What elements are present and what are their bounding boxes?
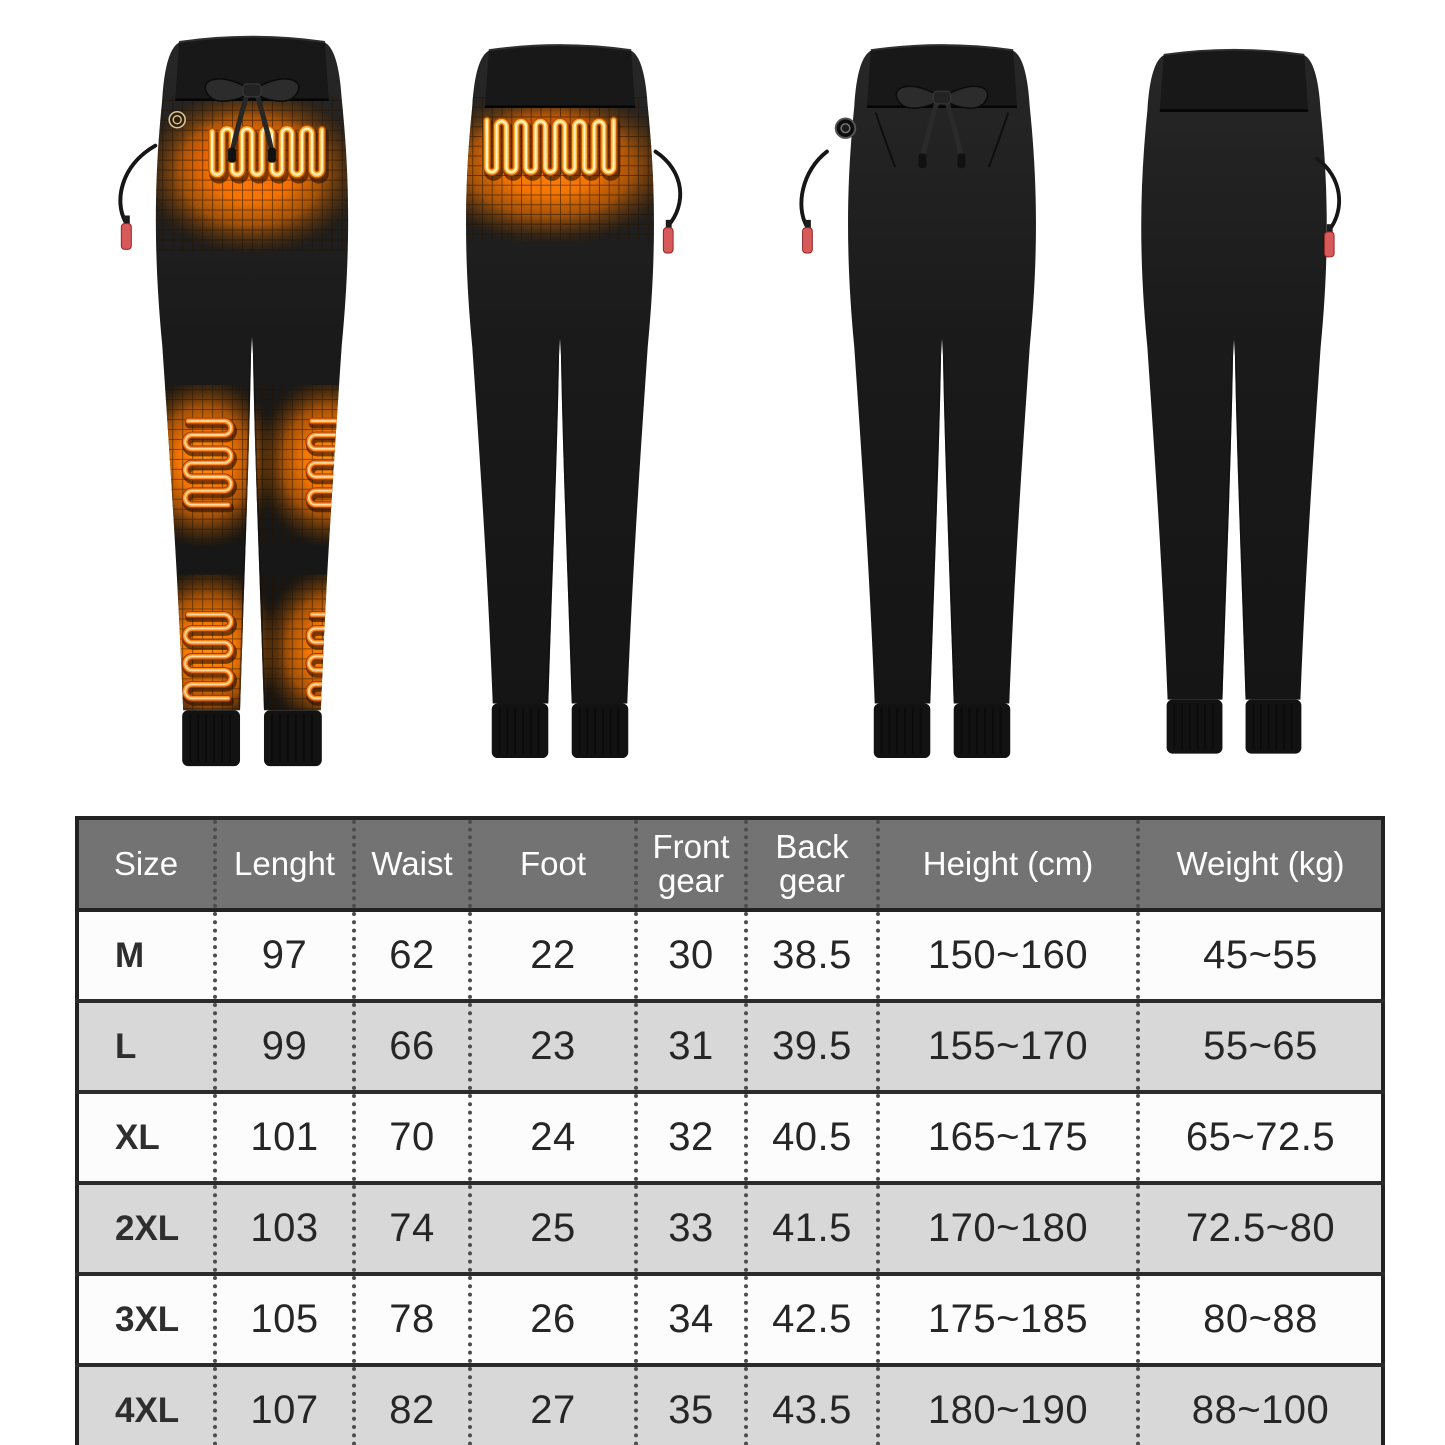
size-label: 4XL (115, 1390, 180, 1430)
size-label: XL (115, 1117, 160, 1157)
value-cell: 97 (215, 910, 354, 1001)
heating-coil-right-shin (309, 614, 356, 701)
heating-coil-right-knee (309, 421, 356, 508)
value-cell: 66 (354, 1001, 470, 1092)
value-cell: 41.5 (746, 1183, 878, 1274)
size-row-xl (77, 1092, 1383, 1183)
value-cell: 103 (215, 1183, 354, 1274)
power-cable (120, 146, 155, 250)
value-cell: 78 (354, 1274, 470, 1365)
column-header-front-gear: Front gear (636, 818, 746, 910)
heating-zone-right-shin (266, 575, 402, 731)
size-label: M (115, 935, 145, 975)
heating-coil-seat (487, 120, 616, 176)
value-cell: 170~180 (878, 1183, 1138, 1274)
value-cell: 25 (470, 1183, 636, 1274)
column-header-back-gear: Back gear (746, 818, 878, 910)
value-cell: 62 (354, 910, 470, 1001)
value-cell: 40.5 (746, 1092, 878, 1183)
size-label: L (115, 1026, 137, 1066)
header-row (77, 818, 1383, 910)
column-header-waist: Waist (354, 818, 470, 910)
power-cable (656, 152, 681, 253)
value-cell: 165~175 (878, 1092, 1138, 1183)
value-cell: 39.5 (746, 1001, 878, 1092)
value-cell: 22 (470, 910, 636, 1001)
power-cable (801, 152, 827, 253)
power-button-icon (836, 118, 856, 138)
ankle-cuffs (492, 703, 629, 758)
value-cell: 80~88 (1138, 1274, 1383, 1365)
size-row-l (77, 1001, 1383, 1092)
value-cell: 23 (470, 1001, 636, 1092)
value-cell: 88~100 (1138, 1365, 1383, 1445)
size-row-2xl (77, 1183, 1383, 1274)
value-cell: 42.5 (746, 1274, 878, 1365)
pants-body (1141, 50, 1327, 700)
column-header-lenght: Lenght (215, 818, 354, 910)
value-cell: 65~72.5 (1138, 1092, 1383, 1183)
value-cell: 45~55 (1138, 910, 1383, 1001)
size-chart-table (75, 816, 1385, 1445)
value-cell: 33 (636, 1183, 746, 1274)
value-cell: 175~185 (878, 1274, 1138, 1365)
pants-back-heated-view (404, 20, 716, 798)
value-cell: 24 (470, 1092, 636, 1183)
value-cell: 35 (636, 1365, 746, 1445)
size-row-3xl (77, 1274, 1383, 1365)
size-label: 3XL (115, 1299, 180, 1339)
value-cell: 74 (354, 1183, 470, 1274)
value-cell: 38.5 (746, 910, 878, 1001)
value-cell: 99 (215, 1001, 354, 1092)
pants-front-plain-view (786, 20, 1098, 798)
ankle-cuffs (182, 710, 322, 766)
value-cell: 82 (354, 1365, 470, 1445)
value-cell: 105 (215, 1274, 354, 1365)
value-cell: 150~160 (878, 910, 1138, 1001)
value-cell: 26 (470, 1274, 636, 1365)
value-cell: 32 (636, 1092, 746, 1183)
column-header-height: Height (cm) (878, 818, 1138, 910)
size-row-4xl (77, 1365, 1383, 1445)
value-cell: 55~65 (1138, 1001, 1383, 1092)
heating-zone-left-shin (140, 575, 276, 731)
value-cell: 43.5 (746, 1365, 878, 1445)
ankle-cuffs (1167, 700, 1302, 754)
heating-coil-left-shin (185, 614, 232, 701)
value-cell: 30 (636, 910, 746, 1001)
value-cell: 72.5~80 (1138, 1183, 1383, 1274)
heating-coil-left-knee (185, 421, 232, 508)
size-label: 2XL (115, 1208, 180, 1248)
value-cell: 31 (636, 1001, 746, 1092)
waistband (485, 45, 635, 107)
column-header-size: Size (77, 818, 215, 910)
value-cell: 180~190 (878, 1365, 1138, 1445)
value-cell: 155~170 (878, 1001, 1138, 1092)
size-row-m (77, 910, 1383, 1001)
value-cell: 101 (215, 1092, 354, 1183)
value-cell: 27 (470, 1365, 636, 1445)
value-cell: 107 (215, 1365, 354, 1445)
column-header-foot: Foot (470, 818, 636, 910)
column-header-weight: Weight (kg) (1138, 818, 1383, 910)
pants-body (848, 45, 1036, 703)
pants-front-heated-view (90, 20, 414, 798)
waistband (1160, 50, 1308, 111)
value-cell: 70 (354, 1092, 470, 1183)
power-button-icon (168, 111, 186, 129)
ankle-cuffs (874, 703, 1011, 758)
value-cell: 34 (636, 1274, 746, 1365)
pants-back-plain-view (1080, 20, 1388, 798)
